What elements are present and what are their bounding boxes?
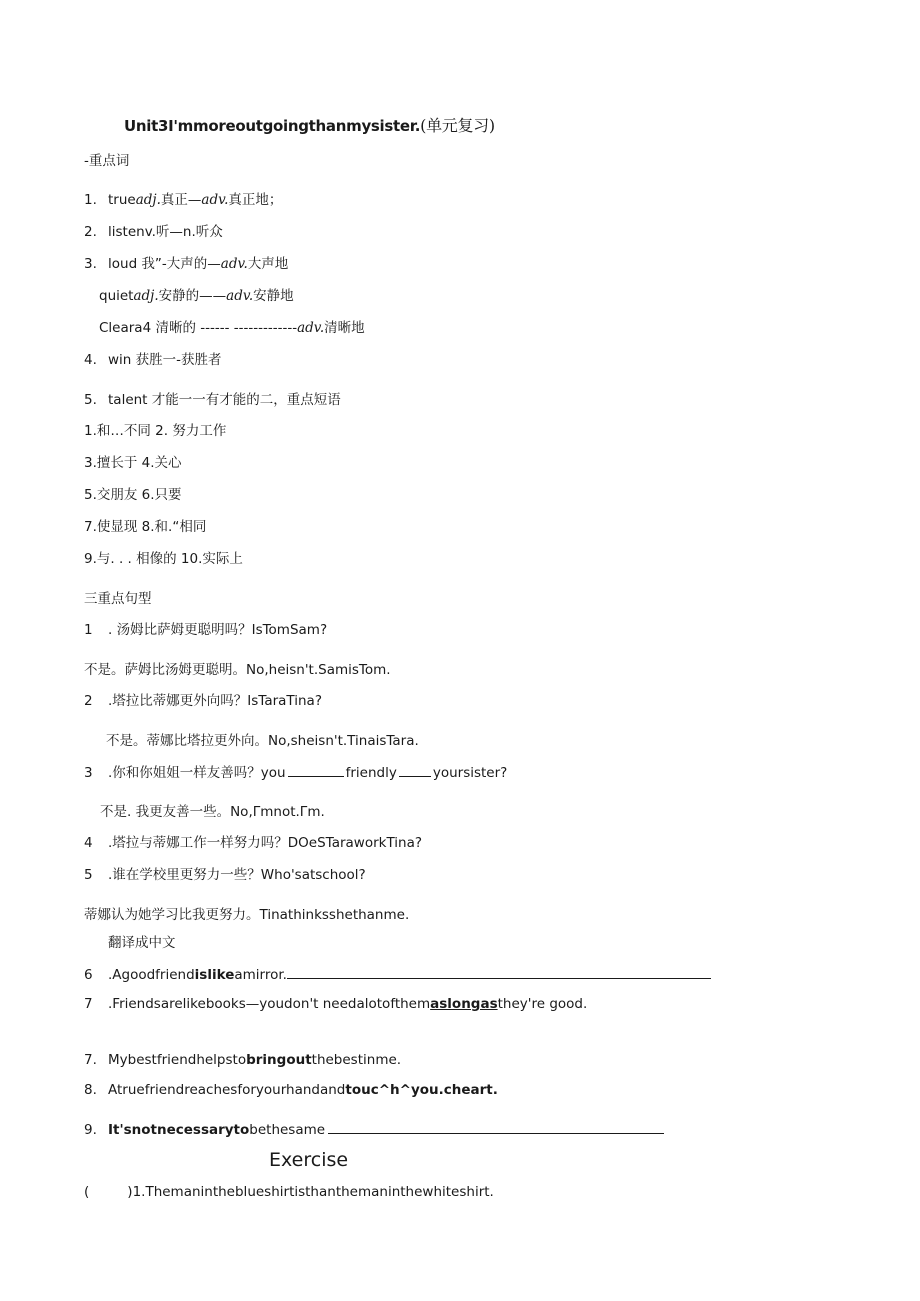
sentence-5-answer: 蒂娜认为她学习比我更努力。Tinathinksshethanme.: [84, 907, 410, 923]
word-item-3c: Cleara4 清晰的 ------ -------------adv.清晰地: [99, 320, 365, 336]
phrase-line-4: 7.使显现 8.和.“相同: [84, 519, 207, 535]
exercise-heading: Exercise: [269, 1149, 349, 1171]
sentence-2-answer: 不是。蒂娜比塔拉更外向。No,sheisn't.TinaisTara.: [106, 733, 419, 749]
translate-item-8: 8. Atruefriendreachesforyourhandandtouc^h^you.cheart.: [84, 1082, 498, 1098]
word-item-1: 1. trueadj.真正—adv.真正地；: [84, 192, 283, 208]
answer-line: [328, 1120, 664, 1134]
title-chinese: (单元复习): [420, 116, 495, 135]
word-item-4: 4. win 获胜一-获胜者: [84, 352, 222, 368]
translate-item-7: 7 .Friendsarelikebooks—youdon't needalotofthemaslongasthey're good.: [84, 996, 588, 1012]
word-item-3: 3. loud 我”-大声的—adv.大声地: [84, 256, 289, 272]
sentence-5: 5 .谁在学校里更努力一些？Who'satschool?: [84, 867, 366, 883]
sentence-1-answer: 不是。萨姆比汤姆更聪明。No,heisn't.SamisTom.: [84, 662, 391, 678]
word-item-2: 2. listenv.听—n.听众: [84, 224, 223, 240]
title-english: Unit3I'mmoreoutgoingthanmysister.: [124, 117, 421, 135]
sentence-3-answer: 不是. 我更友善一些。No,Γmnot.Γm.: [100, 804, 325, 820]
phrase-line-3: 5.交朋友 6.只要: [84, 487, 182, 503]
sentence-4: 4 .塔拉与蒂娜工作一样努力吗？DOeSTaraworkTina?: [84, 835, 423, 851]
translate-item-9: 9. It'snotnecessarytobethesame: [84, 1120, 664, 1139]
section-key-words-heading: -重点词: [84, 153, 130, 169]
sentence-3: 3 .你和你姐姐一样友善吗？you friendly yoursister?: [84, 765, 508, 781]
blank-line: [399, 763, 431, 777]
phrase-line-5: 9.与. . . 相像的 10.实际上: [84, 551, 243, 567]
sentence-2: 2 .塔拉比蒂娜更外向吗？IsTaraTina?: [84, 693, 322, 709]
document-title: [124, 117, 495, 135]
translate-item-6: 6 .Agoodfriendislikeamirror.: [84, 965, 711, 984]
word-item-5: 5. talent 才能一一有才能的二，重点短语: [84, 392, 341, 408]
answer-line: [287, 965, 711, 979]
phrase-line-2: 3.擅长于 4.关心: [84, 455, 182, 471]
word-item-3b: quietadj.安静的——adv.安静地: [99, 288, 294, 304]
exercise-question-1: ( )1.Themanintheblueshirtisthanthemaninthewhiteshirt.: [84, 1184, 494, 1200]
section-key-sentences-heading: 三重点句型: [84, 591, 152, 607]
phrase-line-1: 1.和…不同 2. 努力工作: [84, 423, 227, 439]
blank-line: [288, 763, 344, 777]
sentence-1: 1 . 汤姆比萨姆更聪明吗？IsTomSam?: [84, 622, 328, 638]
translate-item-7b: 7. Mybestfriendhelpstobringoutthebestinme.: [84, 1052, 402, 1068]
translate-heading: 翻译成中文: [108, 935, 176, 951]
